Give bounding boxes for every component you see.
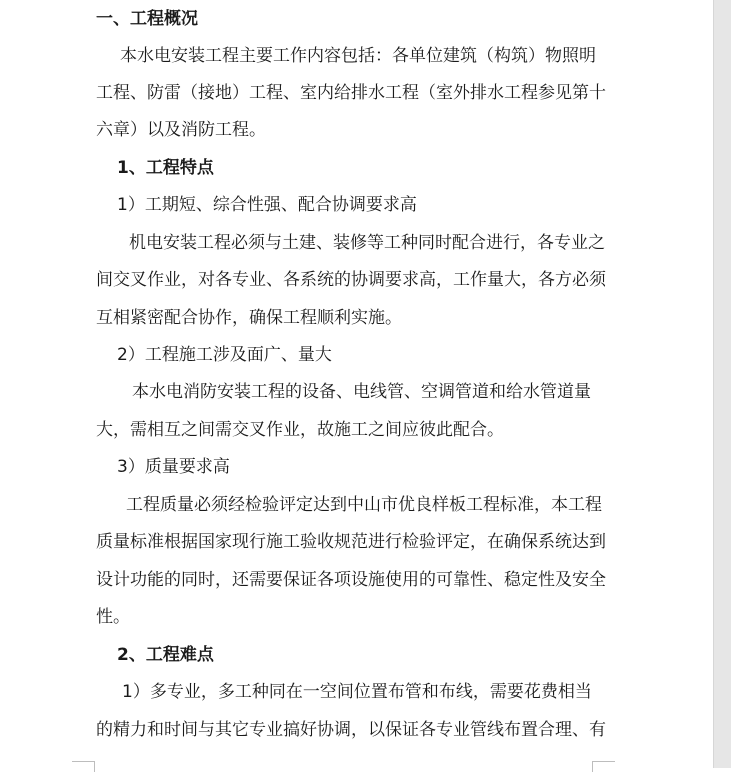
page-corner-mark-right	[592, 761, 615, 772]
paragraph-line: 工程质量必须经检验评定达到中山市优良样板工程标准，本工程	[126, 495, 602, 515]
paragraph-line: 机电安装工程必须与土建、装修等工种同时配合进行，各专业之	[129, 233, 605, 253]
paragraph-line: 互相紧密配合协作，确保工程顺利实施。	[96, 308, 402, 328]
paragraph-line: 1）多专业，多工种同在一空间位置布管和布线，需要花费相当	[122, 682, 592, 702]
subsection-heading: 1、工程特点	[117, 158, 214, 178]
list-item-heading: 3）质量要求高	[117, 457, 230, 477]
paragraph-line: 本水电消防安装工程的设备、电线管、空调管道和给水管道量	[132, 382, 591, 402]
paragraph-line: 质量标准根据国家现行施工验收规范进行检验评定，在确保系统达到	[96, 532, 606, 552]
subsection-heading: 2、工程难点	[117, 645, 214, 665]
paragraph-line: 设计功能的同时，还需要保证各项设施使用的可靠性、稳定性及安全	[96, 570, 606, 590]
paragraph-line: 工程、防雷（接地）工程、室内给排水工程（室外排水工程参见第十	[96, 83, 606, 103]
paragraph-line: 的精力和时间与其它专业搞好协调，以保证各专业管线布置合理、有	[96, 720, 606, 740]
paragraph-line: 间交叉作业，对各专业、各系统的协调要求高，工作量大，各方必须	[96, 270, 606, 290]
section-heading: 一、工程概况	[96, 9, 198, 29]
paragraph-line: 大，需相互之间需交叉作业，故施工之间应彼此配合。	[96, 420, 504, 440]
paragraph-line: 性。	[96, 607, 130, 627]
paragraph-line: 本水电安装工程主要工作内容包括：各单位建筑（构筑）物照明	[120, 46, 596, 66]
list-item-heading: 2）工程施工涉及面广、量大	[117, 345, 332, 365]
list-item-heading: 1）工期短、综合性强、配合协调要求高	[117, 195, 417, 215]
page-corner-mark-left	[72, 761, 95, 772]
paragraph-line: 六章）以及消防工程。	[96, 120, 266, 140]
vertical-scrollbar[interactable]	[713, 0, 731, 768]
